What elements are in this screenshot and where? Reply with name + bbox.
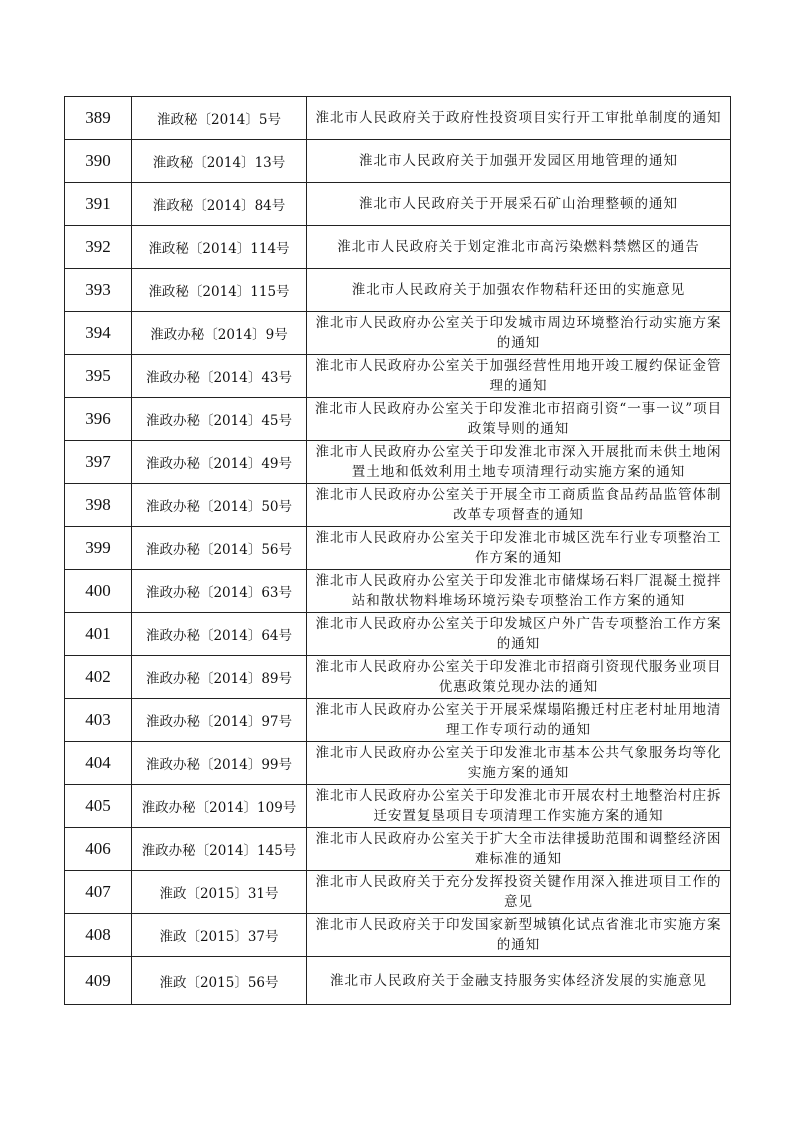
row-number: 399 — [65, 527, 132, 570]
row-number: 406 — [65, 828, 132, 871]
document-title: 淮北市人民政府办公室关于印发淮北市基本公共气象服务均等化实施方案的通知 — [307, 742, 731, 785]
document-title: 淮北市人民政府关于划定淮北市高污染燃料禁燃区的通告 — [307, 226, 731, 269]
document-code: 淮政〔2015〕56号 — [132, 957, 307, 1005]
document-title: 淮北市人民政府办公室关于印发淮北市储煤场石料厂混凝土搅拌站和散状物料堆场环境污染专项整治工作方案的通知 — [307, 570, 731, 613]
row-number: 397 — [65, 441, 132, 484]
table-row — [65, 441, 731, 484]
table-row — [65, 140, 731, 183]
document-code: 淮政秘〔2014〕84号 — [132, 183, 307, 226]
table-row — [65, 355, 731, 398]
document-title: 淮北市人民政府关于印发国家新型城镇化试点省淮北市实施方案的通知 — [307, 914, 731, 957]
document-title: 淮北市人民政府关于加强开发园区用地管理的通知 — [307, 140, 731, 183]
document-title: 淮北市人民政府办公室关于印发城区户外广告专项整治工作方案的通知 — [307, 613, 731, 656]
table-row — [65, 785, 731, 828]
row-number: 391 — [65, 183, 132, 226]
row-number: 392 — [65, 226, 132, 269]
document-title: 淮北市人民政府办公室关于印发淮北市招商引资“一事一议”项目政策导则的通知 — [307, 398, 731, 441]
document-code: 淮政办秘〔2014〕43号 — [132, 355, 307, 398]
row-number: 396 — [65, 398, 132, 441]
document-code: 淮政〔2015〕31号 — [132, 871, 307, 914]
document-code: 淮政办秘〔2014〕99号 — [132, 742, 307, 785]
table-row — [65, 398, 731, 441]
row-number: 409 — [65, 957, 132, 1005]
document-code: 淮政办秘〔2014〕97号 — [132, 699, 307, 742]
document-table — [64, 96, 731, 1005]
document-code: 淮政办秘〔2014〕109号 — [132, 785, 307, 828]
document-code: 淮政办秘〔2014〕45号 — [132, 398, 307, 441]
document-code: 淮政办秘〔2014〕64号 — [132, 613, 307, 656]
document-code: 淮政秘〔2014〕13号 — [132, 140, 307, 183]
document-title: 淮北市人民政府关于金融支持服务实体经济发展的实施意见 — [307, 957, 731, 1005]
table-row — [65, 742, 731, 785]
table-row — [65, 613, 731, 656]
row-number: 405 — [65, 785, 132, 828]
table-row — [65, 957, 731, 1005]
document-title: 淮北市人民政府关于加强农作物秸秆还田的实施意见 — [307, 269, 731, 312]
document-title: 淮北市人民政府办公室关于开展采煤塌陷搬迁村庄老村址用地清理工作专项行动的通知 — [307, 699, 731, 742]
document-code: 淮政办秘〔2014〕145号 — [132, 828, 307, 871]
document-title: 淮北市人民政府关于政府性投资项目实行开工审批单制度的通知 — [307, 97, 731, 140]
row-number: 408 — [65, 914, 132, 957]
table-row — [65, 527, 731, 570]
document-code: 淮政办秘〔2014〕56号 — [132, 527, 307, 570]
document-code: 淮政办秘〔2014〕50号 — [132, 484, 307, 527]
table-row — [65, 312, 731, 355]
table-row — [65, 226, 731, 269]
document-code: 淮政办秘〔2014〕9号 — [132, 312, 307, 355]
table-row — [65, 183, 731, 226]
table-row — [65, 828, 731, 871]
document-code: 淮政办秘〔2014〕89号 — [132, 656, 307, 699]
row-number: 390 — [65, 140, 132, 183]
document-code: 淮政办秘〔2014〕49号 — [132, 441, 307, 484]
document-title: 淮北市人民政府办公室关于印发淮北市城区洗车行业专项整治工作方案的通知 — [307, 527, 731, 570]
document-title: 淮北市人民政府办公室关于印发淮北市深入开展批而未供土地闲置土地和低效利用土地专项清理行动实施方案的通知 — [307, 441, 731, 484]
row-number: 395 — [65, 355, 132, 398]
row-number: 404 — [65, 742, 132, 785]
document-title: 淮北市人民政府办公室关于印发淮北市招商引资现代服务业项目优惠政策兑现办法的通知 — [307, 656, 731, 699]
row-number: 398 — [65, 484, 132, 527]
document-title: 淮北市人民政府办公室关于开展全市工商质监食品药品监管体制改革专项督查的通知 — [307, 484, 731, 527]
table-row — [65, 484, 731, 527]
row-number: 401 — [65, 613, 132, 656]
document-title: 淮北市人民政府办公室关于印发淮北市开展农村土地整治村庄拆迁安置复垦项目专项清理工作实施方案的通知 — [307, 785, 731, 828]
table-row — [65, 699, 731, 742]
document-code: 淮政办秘〔2014〕63号 — [132, 570, 307, 613]
document-code: 淮政秘〔2014〕115号 — [132, 269, 307, 312]
row-number: 389 — [65, 97, 132, 140]
document-code: 淮政〔2015〕37号 — [132, 914, 307, 957]
row-number: 402 — [65, 656, 132, 699]
table-row — [65, 269, 731, 312]
table-row — [65, 914, 731, 957]
table-body — [65, 97, 731, 1005]
table-row — [65, 97, 731, 140]
document-title: 淮北市人民政府办公室关于扩大全市法律援助范围和调整经济困难标准的通知 — [307, 828, 731, 871]
document-title: 淮北市人民政府办公室关于印发城市周边环境整治行动实施方案的通知 — [307, 312, 731, 355]
table-row — [65, 656, 731, 699]
table-row — [65, 871, 731, 914]
document-title: 淮北市人民政府办公室关于加强经营性用地开竣工履约保证金管理的通知 — [307, 355, 731, 398]
row-number: 407 — [65, 871, 132, 914]
document-code: 淮政秘〔2014〕5号 — [132, 97, 307, 140]
row-number: 393 — [65, 269, 132, 312]
document-code: 淮政秘〔2014〕114号 — [132, 226, 307, 269]
row-number: 403 — [65, 699, 132, 742]
document-title: 淮北市人民政府关于开展采石矿山治理整顿的通知 — [307, 183, 731, 226]
table-row — [65, 570, 731, 613]
row-number: 400 — [65, 570, 132, 613]
document-title: 淮北市人民政府关于充分发挥投资关键作用深入推进项目工作的意见 — [307, 871, 731, 914]
row-number: 394 — [65, 312, 132, 355]
